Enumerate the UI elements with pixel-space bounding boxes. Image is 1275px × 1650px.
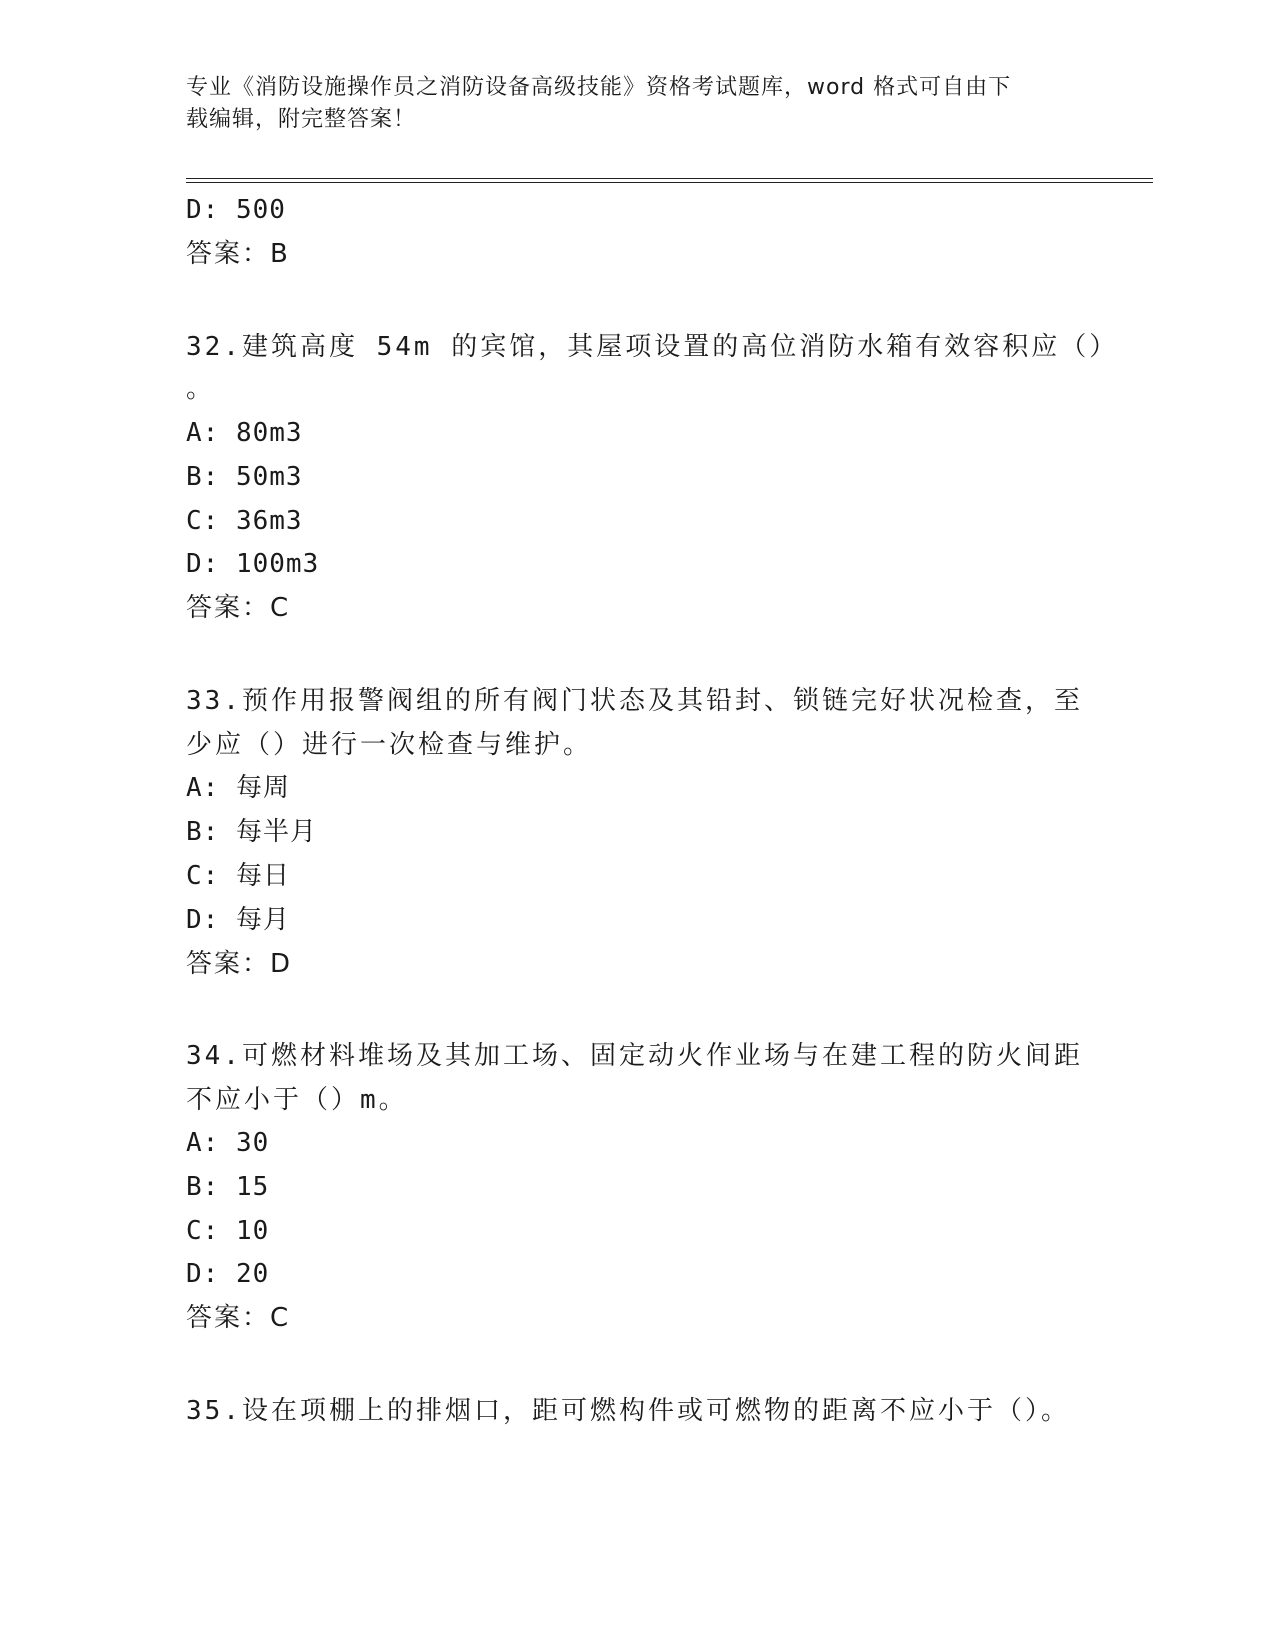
question-33-option-b: B: 每半月 bbox=[186, 817, 317, 847]
question-33-option-a: A: 每周 bbox=[186, 773, 290, 803]
question-32-option-d: D: 100m3 bbox=[186, 549, 320, 579]
question-33-text: 33.预作用报警阀组的所有阀门状态及其铅封、锁链完好状况检查，至 bbox=[186, 686, 1083, 716]
option-d: D: 500 bbox=[186, 195, 286, 225]
question-33-option-c: C: 每日 bbox=[186, 861, 290, 891]
question-32-option-c: C: 36m3 bbox=[186, 506, 303, 536]
question-32-text: 32.建筑高度 54m 的宾馆，其屋项设置的高位消防水箱有效容积应（） bbox=[186, 332, 1119, 362]
question-34-text-cont: 不应小于（）m。 bbox=[186, 1085, 408, 1115]
header-line-1: 专业《消防设施操作员之消防设备高级技能》资格考试题库，word 格式可自由下 bbox=[186, 75, 1012, 100]
question-33-text-cont: 少应（）进行一次检查与维护。 bbox=[186, 730, 593, 760]
question-34-option-a: A: 30 bbox=[186, 1128, 270, 1158]
question-32-option-a: A: 80m3 bbox=[186, 418, 303, 448]
question-33-answer: 答案：D bbox=[186, 949, 293, 979]
header-line-2: 载编辑，附完整答案！ bbox=[186, 107, 417, 132]
answer-line: 答案：B bbox=[186, 239, 290, 269]
question-34-option-d: D: 20 bbox=[186, 1259, 270, 1289]
question-32-answer: 答案：C bbox=[186, 593, 291, 623]
header-divider-top bbox=[186, 178, 1153, 179]
question-32-text-cont: 。 bbox=[186, 374, 216, 404]
document-header bbox=[186, 72, 1086, 136]
question-35-text: 35.设在项棚上的排烟口，距可燃构件或可燃物的距离不应小于（）。 bbox=[186, 1396, 1070, 1426]
header-divider-bottom bbox=[186, 182, 1153, 183]
question-34-text: 34.可燃材料堆场及其加工场、固定动火作业场与在建工程的防火间距 bbox=[186, 1041, 1083, 1071]
question-34-answer: 答案：C bbox=[186, 1303, 291, 1333]
question-34-option-b: B: 15 bbox=[186, 1172, 270, 1202]
question-32-option-b: B: 50m3 bbox=[186, 462, 303, 492]
question-34-option-c: C: 10 bbox=[186, 1216, 270, 1246]
question-33-option-d: D: 每月 bbox=[186, 905, 290, 935]
